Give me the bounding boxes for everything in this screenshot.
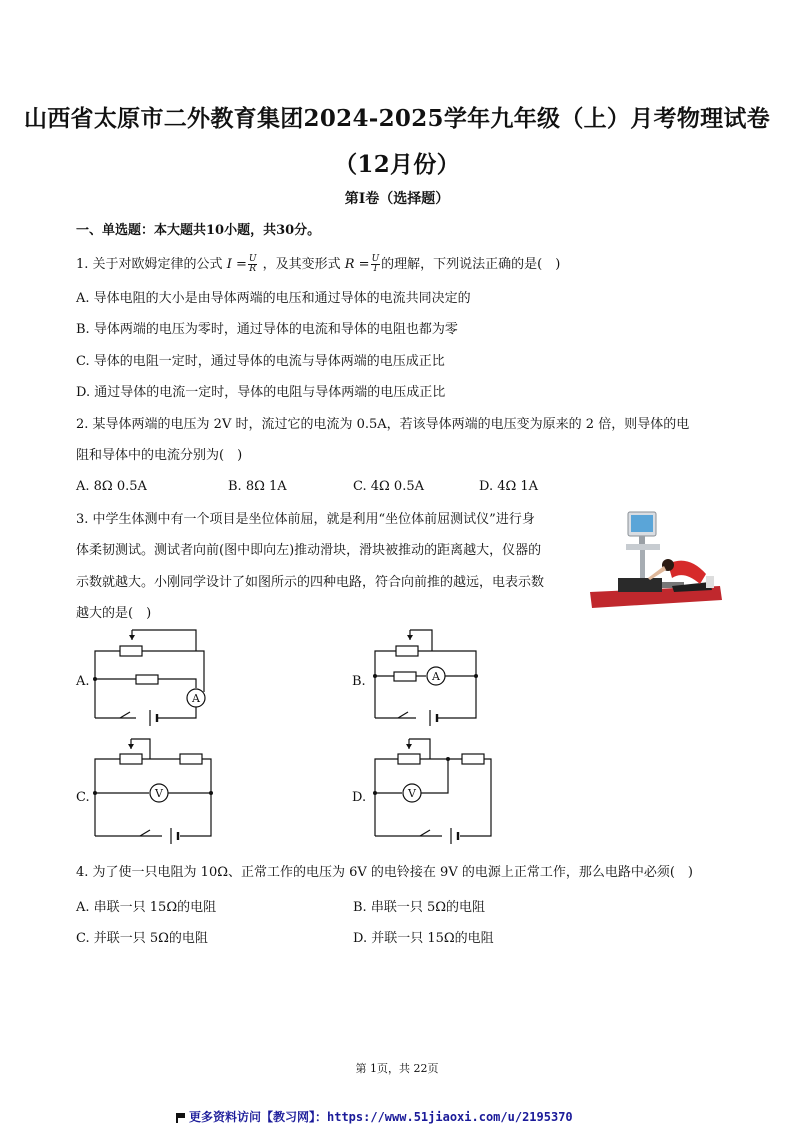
q1-option-d: D. 通过导体的电流一定时，导体的电阻与导体两端的电压成正比 (76, 385, 446, 400)
q3-stem-line2: 体柔韧测试。测试者向前(图中即向左)推动滑块，滑块被推动的距离越大，仪器的 (76, 543, 542, 558)
q3-option-c-label: C. (76, 790, 90, 805)
footer-link-text[interactable]: 更多资料访问【教习网】：https://www.51jiaoxi.com/u/2195370 (189, 1110, 573, 1124)
q2-stem-line2: 阻和导体中的电流分别为( ) (76, 448, 243, 463)
footer-link[interactable] (176, 1108, 573, 1125)
q1-formula1-lhs: I = (226, 257, 247, 272)
circuit-b (370, 626, 490, 726)
circuit-c (90, 738, 215, 844)
q1-stem-mid: ，及其变形式 (262, 257, 341, 272)
exam-title-line2: （12月份） (334, 151, 460, 178)
q2-option-d: D. 4Ω 1A (479, 479, 539, 494)
q2-option-a: A. 8Ω 0.5A (76, 479, 147, 494)
exam-title-line1: 山西省太原市二外教育集团2024-2025学年九年级（上）月考物理试卷 (23, 105, 771, 132)
q1-formula2-den: I (373, 264, 378, 274)
q3-option-d-label: D. (352, 790, 367, 805)
q4-stem: 4. 为了使一只电阻为 10Ω、正常工作的电压为 6V 的电铃接在 9V 的电源上正常工作，那么电路中必须( ) (76, 865, 693, 880)
flag-icon (176, 1113, 185, 1122)
q2-option-b: B. 8Ω 1A (228, 479, 287, 494)
circuit-a-ammeter-label: A (192, 692, 200, 705)
q1-formula2-fraction (371, 255, 381, 274)
q1-option-a: A. 导体电阻的大小是由导体两端的电压和通过导体的电流共同决定的 (76, 291, 471, 306)
sit-and-reach-photo (588, 508, 724, 626)
q3-option-b-label: B. (352, 674, 366, 689)
q4-option-b: B. 串联一只 5Ω的电阻 (353, 900, 485, 915)
q3-stem-line1: 3. 中学生体测中有一个项目是坐位体前屈，就是利用“坐位体前屈测试仪”进行身 (76, 512, 535, 527)
q1-formula1-fraction (248, 255, 258, 274)
q2-stem-line1: 2. 某导体两端的电压为 2V 时，流过它的电流为 0.5A，若该导体两端的电压变为原来的 2 倍，则导体的电 (76, 417, 690, 432)
q4-option-d: D. 并联一只 15Ω的电阻 (353, 931, 494, 946)
circuit-d (370, 738, 495, 844)
q1-formula2-num: U (371, 254, 380, 264)
q3-stem-line3: 示数就越大。小刚同学设计了如图所示的四种电路，符合向前推的越远，电表示数 (76, 575, 545, 590)
q1-stem-before: 1. 关于对欧姆定律的公式 (76, 257, 223, 272)
q3-stem-line4: 越大的是( ) (76, 606, 152, 621)
q1-stem-after: 的理解，下列说法正确的是( ) (381, 257, 561, 272)
q1-option-b: B. 导体两端的电压为零时，通过导体的电流和导体的电阻也都为零 (76, 322, 458, 337)
q1-formula1-num: U (248, 254, 257, 264)
circuit-d-voltmeter-label: V (408, 787, 416, 800)
circuit-b-ammeter-label: A (432, 670, 440, 683)
q1-stem (76, 255, 560, 274)
q2-option-c: C. 4Ω 0.5A (353, 479, 424, 494)
circuit-c-voltmeter-label: V (155, 787, 163, 800)
page-number: 第 1页，共 22页 (355, 1062, 439, 1075)
q1-formula2-lhs: R = (344, 257, 370, 272)
q1-option-c: C. 导体的电阻一定时，通过导体的电流与导体两端的电压成正比 (76, 354, 445, 369)
volume-heading: 第Ⅰ卷（选择题） (344, 191, 450, 207)
q4-option-c: C. 并联一只 5Ω的电阻 (76, 931, 208, 946)
q4-option-a: A. 串联一只 15Ω的电阻 (76, 900, 217, 915)
q1-formula1-den: R (249, 264, 257, 274)
q3-option-a-label: A. (76, 674, 90, 689)
section-heading: 一、单选题：本大题共10小题，共30分。 (76, 223, 321, 238)
circuit-a (90, 626, 210, 726)
